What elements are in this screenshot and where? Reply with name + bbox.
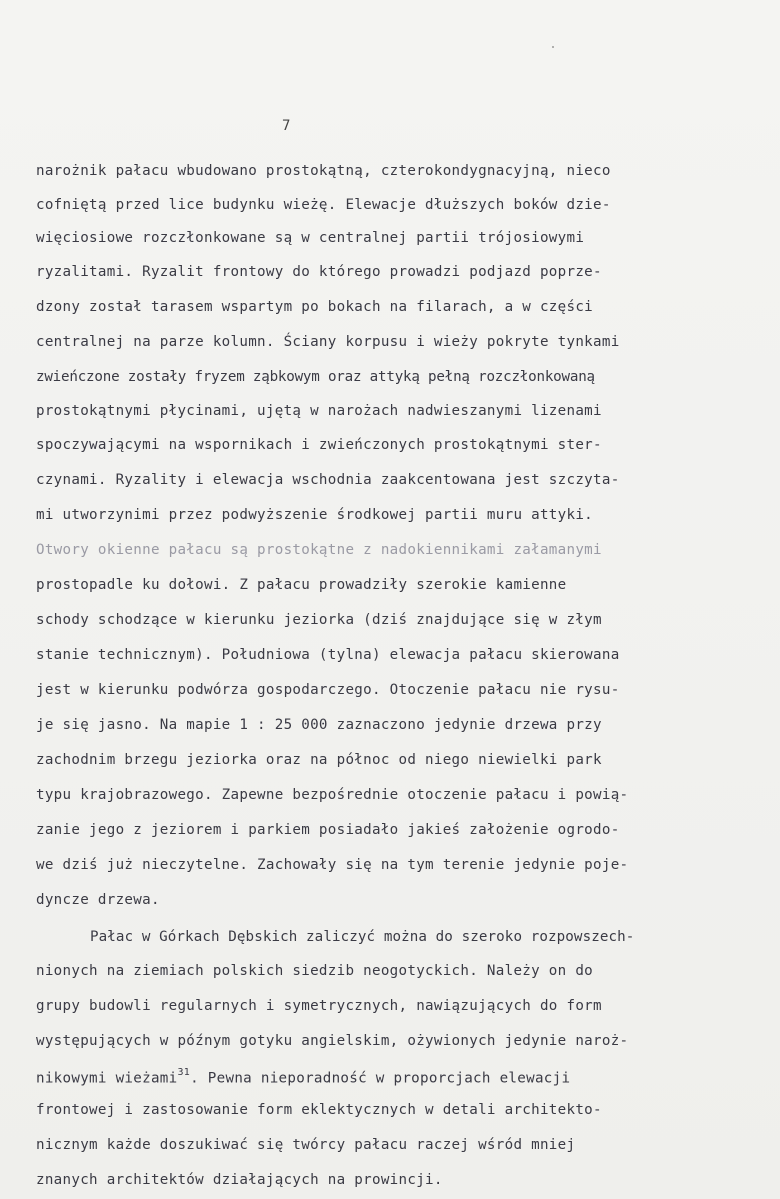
text-line: centralnej na parze kolumn. Ściany korpusu i wieży pokryte tynkami [36, 334, 620, 350]
text-line: czynami. Ryzality i elewacja wschodnia zaakcentowana jest szczyta- [36, 472, 620, 488]
text-line: występujących w późnym gotyku angielskim, ożywionych jedynie naroż- [36, 1033, 629, 1049]
text-segment: nikowymi wieżami [36, 1070, 178, 1087]
text-line: spoczywającymi na wspornikach i zwieńczonych prostokątnymi ster- [36, 437, 602, 453]
text-line: frontowej i zastosowanie form eklektycznych w detali architekto- [36, 1102, 602, 1118]
text-line: więciosiowe rozczłonkowane są w centralnej partii trójosiowymi [36, 230, 585, 246]
text-line: je się jasno. Na mapie 1 : 25 000 zaznaczono jedynie drzewa przy [36, 717, 602, 733]
text-line: schody schodzące w kierunku jeziorka (dziś znajdujące się w złym [36, 612, 602, 628]
text-line: dyncze drzewa. [36, 892, 160, 908]
text-line: jest w kierunku podwórza gospodarczego. Otoczenie pałacu nie rysu- [36, 682, 620, 698]
page-number: 7 [282, 118, 291, 134]
text-line: Pałac w Górkach Dębskich zaliczyć można do szeroko rozpowszech- [90, 929, 635, 945]
text-line: zwieńczone zostały fryzem ząbkowym oraz attyką pełną rozczłonkowaną [36, 369, 595, 385]
text-line: prostokątnymi płycinami, ujętą w narożach nadwieszanymi lizenami [36, 403, 602, 419]
text-line: prostopadle ku dołowi. Z pałacu prowadziły szerokie kamienne [36, 577, 567, 593]
text-line: zanie jego z jeziorem i parkiem posiadało jakieś założenie ogrodo- [36, 822, 620, 838]
paper-speck [552, 46, 554, 48]
text-line: narożnik pałacu wbudowano prostokątną, czterokondygnacyjną, nieco [36, 163, 611, 179]
text-line: Otwory okienne pałacu są prostokątne z nadokiennikami załamanymi [36, 542, 602, 558]
footnote-reference: 31 [177, 1067, 191, 1078]
text-line: zachodnim brzegu jeziorka oraz na północ od niego niewielki park [36, 752, 602, 768]
text-line: nionych na ziemiach polskich siedzib neogotyckich. Należy on do [36, 963, 594, 979]
text-line: ryzalitami. Ryzalit frontowy do którego prowadzi podjazd poprze- [36, 264, 602, 280]
text-segment: . Pewna nieporadność w proporcjach elewacji [190, 1070, 571, 1087]
text-line: cofniętą przed lice budynku wieżę. Elewacje dłuższych boków dzie- [36, 197, 611, 213]
text-line: mi utworzynimi przez podwyższenie środkowej partii muru attyki. [36, 507, 594, 523]
text-line: nicznym każde doszukiwać się twórcy pałacu raczej wśród mniej [36, 1137, 576, 1153]
text-line: znanych architektów działających na prowincji. [36, 1172, 443, 1188]
text-line: stanie technicznym). Południowa (tylna) elewacja pałacu skierowana [36, 647, 620, 663]
text-line: we dziś już nieczytelne. Zachowały się na tym terenie jedynie poje- [36, 857, 629, 873]
text-line: typu krajobrazowego. Zapewne bezpośrednie otoczenie pałacu i powią- [36, 787, 629, 803]
text-line: grupy budowli regularnych i symetrycznych, nawiązujących do form [36, 998, 602, 1014]
text-line-with-footnote [36, 1069, 570, 1087]
text-line: dzony został tarasem wspartym po bokach na filarach, a w części [36, 299, 594, 315]
